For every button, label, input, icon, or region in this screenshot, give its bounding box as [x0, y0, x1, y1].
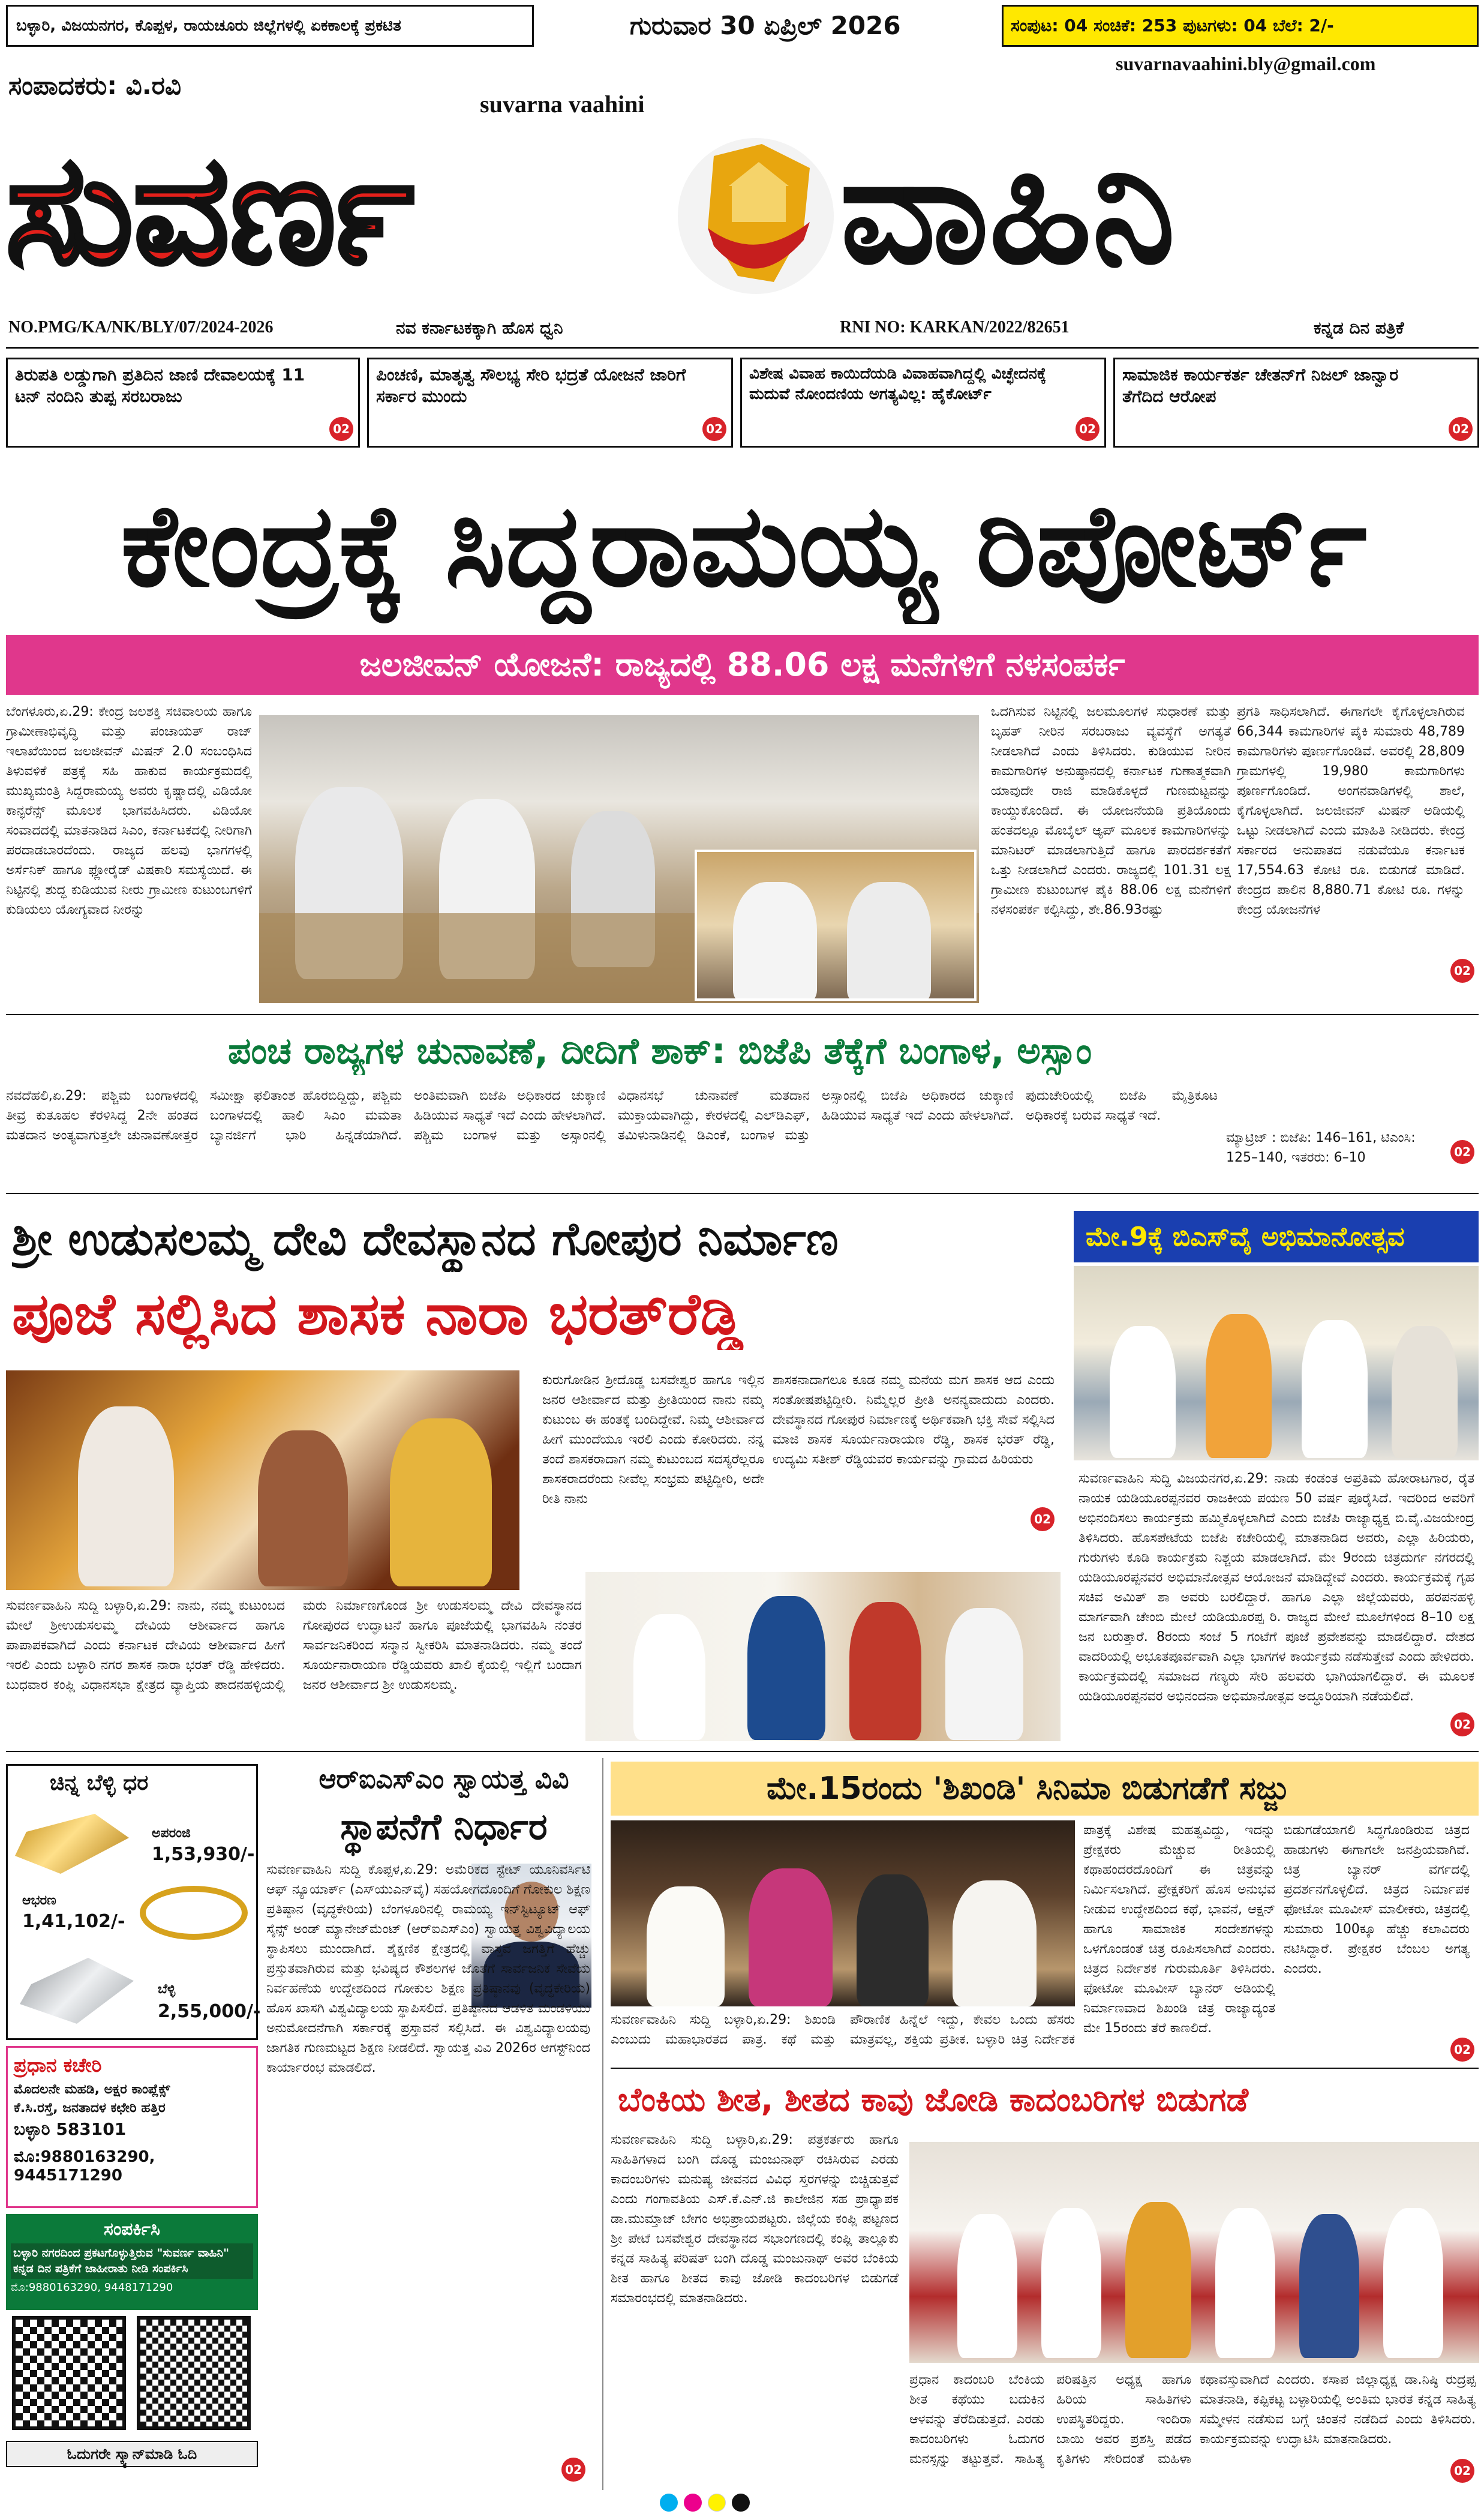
- teaser-1-page: 02: [329, 417, 353, 441]
- teaser-4-page: 02: [1449, 417, 1473, 441]
- qr-code-2[interactable]: [137, 2316, 251, 2430]
- gold-price-box: [6, 1764, 261, 2040]
- masthead-rule: [6, 347, 1479, 349]
- univ-headline-1: ಆರ್‌ಐಎಸ್‌ಎಂ ಸ್ವಾಯತ್ತ ವಿವಿ: [319, 1764, 569, 1795]
- teaser-1[interactable]: [6, 358, 360, 448]
- film-headline: ಮೇ.15ರಂದು 'ಶಿಖಂಡಿ' ಸಿನಿಮಾ ಬಿಡುಗಡೆಗೆ ಸಜ್ಜು: [767, 1770, 1289, 1807]
- books-headline: ಬೆಂಕಿಯ ಶೀತ, ಶೀತದ ಕಾವು ಜೋಡಿ ಕಾದಂಬರಿಗಳ ಬಿಡುಗಡೆ: [618, 2081, 1249, 2119]
- teaser-4[interactable]: [1113, 358, 1479, 448]
- univ-headline-2: ಸ್ಥಾಪನೆಗೆ ನಿರ್ಧಾರ: [340, 1806, 548, 1848]
- jewellery-icon: [140, 1886, 248, 1940]
- issue-info-box: [1002, 5, 1479, 47]
- books-col-3: ಕಥಾವಸ್ತುವಾಗಿದೆ ಎಂದರು. ಕಸಾಪ ಜಿಲ್ಲಾಧ್ಯಕ್ಷ ಡಾ.ನಿಷ್ಠಿ ರುದ್ರಪ್ಪ ಮಾತನಾಡಿ, ಕಪ್ಪಿಕಟ್ಟ ಬಳ್ಳಾರಿಯಲ್ಲಿ ಅಂತಿಮ ಭಾರತ ಕನ್ನಡ ಸಾಹಿತ್ಯ ಸಮ್ಮೇಳನ ನಡೆಸುವ ಬಗ್ಗೆ ಚಿಂತನೆ ನಡೆದಿದೆ ಎಂದು ತಿಳಿಸಿದರು. ಕಾರ್ಯಕ್ರಮವನ್ನು ಉದ್ಘಾಟಿಸಿ ಮಾತನಾಡಿದರು.: [1200, 2372, 1476, 2447]
- qr-code-1[interactable]: [12, 2316, 126, 2430]
- lead-page-tag: 02: [1450, 959, 1474, 983]
- gold-bars-icon: [15, 1814, 129, 1874]
- gold-price-title: ಚಿನ್ನ ಬೆಳ್ಳಿ ಧರ: [50, 1771, 149, 1795]
- contact-phone: ಮೊ:9880163290, 9448171290: [11, 2281, 173, 2294]
- issue-info: ಸಂಪುಟ: 04 ಸಂಚಿಕೆ: 253 ಪುಟಗಳು: 04 ಬೆಲೆ: 2/-: [1011, 16, 1334, 35]
- lead-subhead: ಜಲಜೀವನ್ ಯೋಜನೆ: ರಾಜ್ಯದಲ್ಲಿ 88.06 ಲಕ್ಷ ಮನೆಗಳಿಗೆ ನಳಸಂಪರ್ಕ: [359, 646, 1125, 683]
- rni-no: RNI NO: KARKAN/2022/82651: [840, 318, 1070, 337]
- office-line-1: ಮೊದಲನೇ ಮಹಡಿ, ಅಕ್ಷರ ಕಾಂಪ್ಲೆಕ್ಸ್: [14, 2082, 170, 2097]
- lead-photo-inset: [695, 850, 977, 1001]
- temple-photo-felicitation: [585, 1572, 1061, 1741]
- masthead-left: ಸುವರ್ಣ: [6, 122, 414, 297]
- temple-lower-text: ಸುವರ್ಣವಾಹಿನಿ ಸುದ್ದಿ ಬಳ್ಳಾರಿ,ಏ.29: ನಾನು, ನಮ್ಮ ಕುಟುಂಬದ ಮೇಲೆ ಶ್ರೀಉಡುಸಲಮ್ಮ ದೇವಿಯ ಆಶೀರ್ವಾದ ಹಾಗೂ ಪಾಪಾಪಕವಾಗಿದೆ ಎಂದು ಕರ್ನಾಟಕ ದೇವಿಯ ಆಶೀರ್ವಾದ ಹೀಗೆ ಇರಲಿ ಎಂದು ಬಳ್ಳಾರಿ ನಗರ ಶಾಸಕ ನಾರಾ ಭರತ್ ರೆಡ್ಡಿ ಹೇಳಿದರು. ಬುಧವಾರ ಕಂಪ್ಲಿ ವಿಧಾನಸಭಾ ಕ್ಷೇತ್ರದ ವ್ಯಾಪ್ತಿಯ ಪಾದನಹಳ್ಳಿಯಲ್ಲಿ ಮರು ನಿರ್ಮಾಣಗೊಂಡ ಶ್ರೀ ಉಡುಸಲಮ್ಮ ದೇವಿ ದೇವಸ್ಥಾನದ ಗೋಪುರದ ಉದ್ಘಾಟನೆ ಹಾಗೂ ಪೂಜೆಯಲ್ಲಿ ಭಾಗವಹಿಸಿ ನಂತರ ಸಾರ್ವಜನಿಕರಿಂದ ಸನ್ಮಾನ ಸ್ವೀಕರಿಸಿ ಮಾತನಾಡಿದರು. ನಮ್ಮ ತಂದೆ ಸೂರ್ಯನಾರಾಯಣ ರೆಡ್ಡಿಯವರು ಖಾಲಿ ಕೈಯಲ್ಲಿ ಇಲ್ಲಿಗೆ ಬಂದಾಗ ಜನರ ಆಶೀರ್ವಾದ ಶ್ರೀ ಉಡುಸಲಮ್ಮ.: [6, 1598, 582, 1693]
- paper-type: ಕನ್ನಡ ದಿನ ಪತ್ರಿಕೆ: [1314, 318, 1404, 338]
- office-box: [6, 2046, 258, 2208]
- election-headline: ಪಂಚ ರಾಜ್ಯಗಳ ಚುನಾವಣೆ, ದೀದಿಗೆ ಶಾಕ್: ಬಿಜೆಪಿ ತೆಕ್ಕೆಗೆ ಬಂಗಾಳ, ಅಸ್ಸಾಂ: [228, 1030, 1092, 1072]
- film-col-1: ಪಾತ್ರಕ್ಕೆ ವಿಶೇಷ ಮಹತ್ವವಿದ್ದು, ಇದನ್ನು ಪ್ರೇಕ್ಷಕರು ಮೆಚ್ಚುವ ರೀತಿಯಲ್ಲಿ ಕಥಾಹಂದರದೊಂದಿಗೆ ಈ ಚಿತ್ರವನ್ನು ನಿರ್ಮಿಸಲಾಗಿದೆ. ಪ್ರೇಕ್ಷಕರಿಗೆ ಹೊಸ ಅನುಭವ ನೀಡುವ ಉದ್ದೇಶದಿಂದ ಕಥೆ, ಭಾವನೆ, ಆಕ್ಷನ್ ಹಾಗೂ ಸಾಮಾಜಿಕ ಸಂದೇಶಗಳನ್ನು ಒಳಗೊಂಡಂತೆ ಚಿತ್ರ ರೂಪಿಸಲಾಗಿದೆ ಎಂದರು. ಚಿತ್ರದ ನಿರ್ದೇಶಕ ಗುರುಮೂರ್ತಿ ತಿಳಿಸಿದರು. ಫೋಟೋ ಮೂವೀಸ್ ಬ್ಯಾನರ್ ಅಡಿಯಲ್ಲಿ ನಿರ್ಮಾಣವಾದ ಶಿಖಂಡಿ ಚಿತ್ರ ರಾಜ್ಯಾದ್ಯಂತ ಮೇ 15ರಂದು ತೆರೆ ಕಾಣಲಿದೆ.: [1083, 1823, 1275, 2036]
- teaser-3-text: ವಿಶೇಷ ವಿವಾಹ ಕಾಯಿದೆಯಡಿ ವಿವಾಹವಾಗಿದ್ದಲ್ಲಿ ವಿಚ್ಛೇದನಕ್ಕೆ ಮದುವೆ ನೋಂದಣಿಯ ಅಗತ್ಯವಿಲ್ಲ: ಹೈಕೋರ್ಟ್: [749, 365, 1047, 403]
- books-page-tag: 02: [1450, 2459, 1474, 2483]
- gold-label: ಅಪರಂಜಿ: [152, 1826, 191, 1841]
- silver-bar-icon: [20, 1958, 134, 2024]
- teaser-1-text: ತಿರುಪತಿ ಲಡ್ಡುಗಾಗಿ ಪ್ರತಿದಿನ ಜಾಣಿ ದೇವಾಲಯಕ್ಕೆ 11 ಟನ್ ನಂದಿನಿ ತುಪ್ಪ ಸರಬರಾಜು: [15, 365, 305, 407]
- gold-value: 1,53,930/-: [152, 1844, 255, 1865]
- bsy-headline: ಮೇ.9ಕ್ಕೆ ಬಿಎಸ್‌ವೈ ಅಭಿಮಾನೋತ್ಸವ: [1086, 1221, 1405, 1252]
- reg-mark-cyan: [660, 2494, 678, 2512]
- univ-body: ಸುವರ್ಣವಾಹಿನಿ ಸುದ್ದಿ ಕೊಪ್ಪಳ,ಏ.29: ಅಮೆರಿಕದ ಸ್ಟೇಟ್ ಯೂನಿವರ್ಸಿಟಿ ಆಫ್ ನ್ಯೂಯಾರ್ಕ್ (ಎಸ್‌ಯುಎನ್‌ವೈ) ಸಹಯೋಗದೊಂದಿಗೆ ಗೋಕುಲ ಶಿಕ್ಷಣ ಪ್ರತಿಷ್ಠಾನ (ವೃದ್ಧಕೇರಿಯ) ಬೆಂಗಳೂರಿನಲ್ಲಿ ರಾಮಯ್ಯ ಇನ್‌ಸ್ಟಿಟ್ಯೂಟ್ ಆಫ್ ಸೈನ್ಸ್ ಅಂಡ್ ಮ್ಯಾನೇಜ್‌ಮೆಂಟ್ (ಆರ್‌ಐಎಸ್‌ಎಂ) ಸ್ವಾಯತ್ತ ವಿಶ್ವವಿದ್ಯಾಲಯ ಸ್ಥಾಪಿಸಲು ಮುಂದಾಗಿದೆ. ಶೈಕ್ಷಣಿಕ ಕ್ಷೇತ್ರದಲ್ಲಿ ವಾಸ್ತವ ಜಗತ್ತಿಗೆ ಹೆಚ್ಚು ಪ್ರಸ್ತುತವಾಗಿರುವ ಮತ್ತು ಭವಿಷ್ಯದ ಕೌಶಲಗಳ ಜೊತೆಗೆ ಸಾರ್ವಜನಿಕ ಸೇವೆಯ ನಿರ್ವಹಣೆಯ ಉದ್ದೇಶದಿಂದ ಗೋಕುಲ ಶಿಕ್ಷಣ ಪ್ರತಿಷ್ಠಾನವು (ವೃದ್ಧಕೇರಿಯ) ಹೊಸ ಖಾಸಗಿ ವಿಶ್ವವಿದ್ಯಾಲಯ ಸ್ಥಾಪಿಸಲಿದೆ. ಪ್ರತಿಷ್ಠಾನದ ಆಡಳಿತ ಮಂಡಳಿಯು ಅನುಮೋದನೆಗಾಗಿ ಸರ್ಕಾರಕ್ಕೆ ಪ್ರಸ್ತಾವನೆ ಸಲ್ಲಿಸಿದೆ. ಈ ವಿಶ್ವವಿದ್ಯಾಲಯವು ಜಾಗತಿಕ ಗುಣಮಟ್ಟದ ಶಿಕ್ಷಣ ನೀಡಲಿದೆ. ಸ್ವಾಯತ್ತ ವಿವಿ 2026ರ ಆಗಸ್ಟ್‌ನಿಂದ ಕಾರ್ಯಾರಂಭ ಮಾಡಲಿದೆ.: [266, 1862, 590, 2075]
- karnataka-emblem: [672, 120, 840, 312]
- lead-col-2: ಒದಗಿಸುವ ನಿಟ್ಟಿನಲ್ಲಿ ಜಲಮೂಲಗಳ ಸುಧಾರಣೆ ಮತ್ತು ಬೃಹತ್ ನೀರಿನ ಸರಬರಾಜು ವ್ಯವಸ್ಥೆಗೆ ಅಗತ್ಯತೆ ನೀಡಲಾಗಿದೆ ಎಂದು ತಿಳಿಸಿದರು. ಕುಡಿಯುವ ನೀರಿನ ಕಾಮಗಾರಿಗಳ ಅನುಷ್ಠಾನದಲ್ಲಿ ಕರ್ನಾಟಕ ಗುಣಾತ್ಮಕವಾಗಿ ಯಾವುದೇ ರಾಜಿ ಮಾಡಿಕೊಳ್ಳದೆ ಗುಣಮಟ್ಟವನ್ನು ಕಾಯ್ದುಕೊಂಡಿದೆ. ಈ ಯೋಜನೆಯಡಿ ಪ್ರತಿಯೊಂದು ಹಂತದಲ್ಲೂ ಮೊಬೈಲ್ ಆ್ಯಪ್ ಮೂಲಕ ಕಾಮಗಾರಿಗಳನ್ನು ಮಾನಿಟರ್ ಮಾಡಲಾಗುತ್ತಿದೆ ಹಾಗೂ ಪಾರದರ್ಶಕತೆಗೆ ಒತ್ತು ನೀಡಲಾಗಿದೆ ಎಂದರು. ರಾಜ್ಯದಲ್ಲಿ 101.31 ಲಕ್ಷ ಗ್ರಾಮೀಣ ಕುಟುಂಬಗಳ ಪೈಕಿ 88.06 ಲಕ್ಷ ಮನೆಗಳಿಗೆ ನಳಸಂಪರ್ಕ ಕಲ್ಪಿಸಿದ್ದು, ಶೇ.86.93ರಷ್ಟು: [991, 704, 1231, 917]
- lead-col-1: ಬೆಂಗಳೂರು,ಏ.29: ಕೇಂದ್ರ ಜಲಶಕ್ತಿ ಸಚಿವಾಲಯ ಹಾಗೂ ಗ್ರಾಮೀಣಾಭಿವೃದ್ಧಿ ಮತ್ತು ಪಂಚಾಯತ್ ರಾಜ್ ಇಲಾಖೆಯಿಂದ ಜಲಜೀವನ್ ಮಿಷನ್ 2.0 ಸಂಬಂಧಿಸಿದ ತಿಳುವಳಿಕೆ ಪತ್ರಕ್ಕೆ ಸಹಿ ಹಾಕುವ ಕಾರ್ಯಕ್ರಮದಲ್ಲಿ ಮುಖ್ಯಮಂತ್ರಿ ಸಿದ್ದರಾಮಯ್ಯ ಅವರು ಕೃಷ್ಣಾದಲ್ಲಿ ವಿಡಿಯೋ ಕಾನ್ಫರೆನ್ಸ್ ಮೂಲಕ ಭಾಗವಹಿಸಿದರು. ವಿಡಿಯೋ ಸಂವಾದದಲ್ಲಿ ಮಾತನಾಡಿದ ಸಿಎಂ, ಕರ್ನಾಟಕದಲ್ಲಿ ನೀರಿಗಾಗಿ ಪರದಾಡಬಾರದೆಂದು. ರಾಜ್ಯದ ಹಲವು ಭಾಗಗಳಲ್ಲಿ ಅರ್ಸೆನಿಕ್ ಹಾಗೂ ಫ್ಲೋರೈಡ್ ವಿಷಕಾರಿ ಸಮಸ್ಯೆಯಿದೆ. ಈ ನಿಟ್ಟಿನಲ್ಲಿ ಶುದ್ಧ ಕುಡಿಯುವ ನೀರು ಗ್ರಾಮೀಣ ಕುಟುಂಬಗಳಿಗೆ ಕುಡಿಯಲು ಯೋಗ್ಯವಾದ ನೀರನ್ನು: [6, 704, 252, 917]
- film-lower: ಸುವರ್ಣವಾಹಿನಿ ಸುದ್ದಿ ಬಳ್ಳಾರಿ,ಏ.29: ಶಿಖಂಡಿ ಎಂಬುದು ಮಹಾಭಾರತದ ಪಾತ್ರ. ಕಥೆ ಮತ್ತು ಪೌರಾಣಿಕ ಹಿನ್ನೆಲೆ ಇದ್ದು, ಕೇವಲ ಒಂದು ಹೆಸರು ಮಾತ್ರವಲ್ಲ, ಶಕ್ತಿಯ ಪ್ರತೀಕ. ಬಳ್ಳಾರಿ ಚಿತ್ರ ನಿರ್ದೇಶಕ: [611, 2012, 1075, 2047]
- editor-name: ಸಂಪಾದಕರು: ವಿ.ರವಿ: [8, 71, 182, 100]
- edition-line: ಬಳ್ಳಾರಿ, ವಿಜಯನಗರ, ಕೊಪ್ಪಳ, ರಾಯಚೂರು ಜಿಲ್ಲೆಗಳಲ್ಲಿ ಏಕಕಾಲಕ್ಕೆ ಪ್ರಕಟಿತ: [16, 16, 401, 35]
- univ-page-tag: 02: [561, 2458, 585, 2482]
- issue-date: ಗುರುವಾರ 30 ಏಪ್ರಿಲ್ 2026: [630, 11, 901, 40]
- teaser-2-text: ಪಿಂಚಣಿ, ಮಾತೃತ್ವ ಸೌಲಭ್ಯ ಸೇರಿ ಭದ್ರತೆ ಯೋಜನೆ ಜಾರಿಗೆ ಸರ್ಕಾರ ಮುಂದು: [376, 365, 686, 407]
- temple-col-2: ಶಾಸಕನಾದಾಗಲೂ ಕೂಡ ನಮ್ಮ ಮನೆಯ ಮಗ ಶಾಸಕ ಆದ ಎಂದು ಸಂತೋಷಪಟ್ಟಿದ್ದೀರಿ. ನಿಮ್ಮೆಲ್ಲರ ಪ್ರೀತಿ ಅನನ್ಯವಾದುದು ಎಂದರು. ದೇವಸ್ಥಾನದ ಗೋಪುರ ನಿರ್ಮಾಣಕ್ಕೆ ಅರ್ಥಿಕವಾಗಿ ಭಕ್ತಿ ಸೇವೆ ಸಲ್ಲಿಸಿದ ಮಾಜಿ ಶಾಸಕ ಸೂರ್ಯನಾರಾಯಣ ರೆಡ್ಡಿ, ಶಾಸಕ ಭರತ್ ರೆಡ್ಡಿ, ಉದ್ಯಮಿ ಸತೀಶ್ ರೆಡ್ಡಿಯವರ ಕಾರ್ಯವನ್ನು ಗ್ರಾಮದ ಹಿರಿಯರು: [773, 1373, 1055, 1467]
- election-stats: ಮ್ಯಾಟ್ರಿಜ್ : ಬಿಜೆಪಿ: 146–161, ಟಿಎಂಸಿ: 125–140, ಇತರರು: 6–10: [1226, 1130, 1416, 1165]
- contact-box: [6, 2214, 258, 2310]
- office-title: ಪ್ರಧಾನ ಕಚೇರಿ: [14, 2054, 102, 2077]
- temple-col-1: ಕುರುಗೋಡಿನ ಶ್ರೀದೊಡ್ಡ ಬಸವೇಶ್ವರ ಹಾಗೂ ಇಲ್ಲಿನ ಜನರ ಆಶೀರ್ವಾದ ಮತ್ತು ಪ್ರೀತಿಯಿಂದ ನಾನು ನಮ್ಮ ಕುಟುಂಬ ಈ ಹಂತಕ್ಕೆ ಬಂದಿದ್ದೇವೆ. ನಿಮ್ಮ ಆಶೀರ್ವಾದ ಹೀಗೆ ಮುಂದೆಯೂ ಇರಲಿ ಎಂದು ಕೋರಿದರು. ನನ್ನ ತಂದೆ ಶಾಸಕರಾದಾಗ ನಮ್ಮ ಕುಟುಂಬದ ಸದಸ್ಯರೆಲ್ಲರೂ ಶಾಸಕರಾದರೆಂದು ನೀವೆಲ್ಲ ಸಂಭ್ರಮ ಪಟ್ಟಿದ್ದೀರಿ, ಅದೇ ರೀತಿ ನಾನು: [542, 1373, 764, 1507]
- reg-mark-magenta: [684, 2494, 702, 2512]
- film-col-2: ಬಿಡುಗಡೆಯಾಗಲಿ ಸಿದ್ಧಗೊಂಡಿರುವ ಚಿತ್ರದ ಹಾಡುಗಳು ಈಗಾಗಲೇ ಜನಪ್ರಿಯವಾಗಿವೆ. ಚಿತ್ರ ಬ್ಯಾನರ್ ವರ್ಗದಲ್ಲಿ ಪ್ರದರ್ಶನಗೊಳ್ಳಲಿದೆ. ಚಿತ್ರದ ನಿರ್ಮಾಪಕ ಫೋಟೋ ಮೂವೀಸ್ ಮಾಲೀಕರು, ಚಿತ್ರದಲ್ಲಿ ಸುಮಾರು 100ಕ್ಕೂ ಹೆಚ್ಚು ಕಲಾವಿದರು ನಟಿಸಿದ್ದಾರೆ. ಪ್ರೇಕ್ಷಕರ ಬೆಂಬಲ ಅಗತ್ಯ ಎಂದರು.: [1284, 1823, 1470, 1976]
- teaser-3[interactable]: [740, 358, 1106, 448]
- office-line-2: ಕೆ.ಸಿ.ರಸ್ತೆ, ಜನತಾದಳ ಕಛೇರಿ ಹತ್ತಿರ: [14, 2101, 166, 2116]
- teaser-3-page: 02: [1076, 417, 1100, 441]
- reg-mark-black: [732, 2494, 750, 2512]
- tagline: ನವ ಕರ್ನಾಟಕಕ್ಕಾಗಿ ಹೊಸ ಧ್ವನಿ: [396, 318, 563, 338]
- office-phone: ಮೊ:9880163290, 9445171290: [14, 2148, 155, 2185]
- lead-rule: [6, 1014, 1479, 1015]
- contact-body: ಬಳ್ಳಾರಿ ನಗರದಿಂದ ಪ್ರಕಟಗೊಳ್ಳುತ್ತಿರುವ "ಸುವರ್ಣ ವಾಹಿನಿ" ಕನ್ನಡ ದಿನ ಪತ್ರಿಕೆಗೆ ಜಾಹೀರಾತು ನೀಡಿ ಸಂಪರ್ಕಿಸಿ: [11, 2243, 253, 2279]
- temple-page-tag: 02: [1031, 1507, 1055, 1531]
- bsy-headline-band: [1074, 1211, 1479, 1262]
- temple-rule: [6, 1751, 1479, 1752]
- lead-col-3: ಪ್ರಗತಿ ಸಾಧಿಸಲಾಗಿದೆ. ಈಗಾಗಲೇ ಕೈಗೊಳ್ಳಲಾಗಿರುವ 66,344 ಕಾಮಗಾರಿಗಳ ಪೈಕಿ ಸುಮಾರು 48,789 ಕಾಮಗಾರಿಗಳು ಪೂರ್ಣಗೊಂಡಿವೆ. ಅವರಲ್ಲಿ 28,809 ಗ್ರಾಮಗಳಲ್ಲಿ 19,980 ಕಾಮಗಾರಿಗಳು ಪೂರ್ಣಗೊಂಡಿದೆ. ಅಂಗನವಾಡಿಗಳಲ್ಲಿ ಶಾಲೆ, ಕೈಗೊಳ್ಳಲಾಗಿದೆ. ಜಲಜೀವನ್ ಮಿಷನ್ ಅಡಿಯಲ್ಲಿ ಒಟ್ಟು ನೀಡಲಾಗಿದೆ ಎಂದು ಮಾಹಿತಿ ನೀಡಿದರು. ಕೇಂದ್ರ ಸರ್ಕಾರದ ಅನುಪಾತದ ನಡುವೆಯೂ ಕರ್ನಾಟಕ 17,554.63 ಕೋಟಿ ರೂ. ಬಿಡುಗಡೆ ಮಾಡಿದೆ. ಕೇಂದ್ರದ ಪಾಲಿನ 8,880.71 ಕೋಟಿ ರೂ. ಗಳನ್ನು ಕೇಂದ್ರ ಯೋಜನೆಗಳ: [1237, 704, 1465, 917]
- election-page-tag: 02: [1450, 1140, 1474, 1164]
- bsy-body: ಸುವರ್ಣವಾಹಿನಿ ಸುದ್ದಿ ವಿಜಯನಗರ,ಏ.29: ನಾಡು ಕಂಡಂತ ಅಪ್ರತಿಮ ಹೋರಾಟಗಾರ, ರೈತ ನಾಯಕ ಯಡಿಯೂರಪ್ಪನವರ ರಾಜಕೀಯ ಪಯಣ 50 ವರ್ಷ ಪೂರೈಸಿದೆ. ಇದರಿಂದ ಅವರಿಗೆ ಅಭಿನಂದಿಸಲು ಕಾರ್ಯಕ್ರಮ ಹಮ್ಮಿಕೊಳ್ಳಲಾಗಿದೆ ಎಂದು ಬಿಜೆಪಿ ರಾಜ್ಯಾಧ್ಯಕ್ಷ ಬಿ.ವೈ.ವಿಜಯೇಂದ್ರ ತಿಳಿಸಿದರು. ಹೊಸಪೇಟೆಯ ಬಿಜೆಪಿ ಕಚೇರಿಯಲ್ಲಿ ಮಾತನಾಡಿದ ಅವರು, ಎಲ್ಲಾ ಹಿರಿಯರು, ಗುರುಗಳು ಕೂಡಿ ಕಾರ್ಯಕ್ರಮ ನಿಶ್ಚಯ ಮಾಡಲಾಗಿದೆ. ಮೇ 9ರಂದು ಚಿತ್ರದುರ್ಗ ನಗರದಲ್ಲಿ ಯಡಿಯೂರಪ್ಪನವರ ಅಭಿಮಾನೋತ್ಸವ ಆಯೋಜನೆ ಮಾಡಿದ್ದೇವೆ ಎಂದರು. ಕಾರ್ಯಕ್ರಮಕ್ಕೆ ಗೃಹ ಸಚಿವ ಅಮಿತ್ ಶಾ ಅವರು ಬರಲಿದ್ದಾರೆ. ಹಾಗೂ ಎಲ್ಲಾ ಜಿಲ್ಲೆಯವರು, ಹರಪನಹಳ್ಳಿ ಮಾರ್ಗವಾಗಿ ಚೇಂಬಿ ಮೇಲೆ ಯಡಿಯೂರಪ್ಪ ರಿ. ರಾಜ್ಯದ ಮೇಲೆ ಮೂಲೆಗಳಿಂದ 8–10 ಲಕ್ಷ ಜನ ಬರುತ್ತಾರೆ. 8ರಂದು ಸಂಜೆ 5 ಗಂಟೆಗೆ ಪೂಜೆ ಪ್ರವೇಶವನ್ನು ಮಾಡಲಿದ್ದಾರೆ. ದೇಶದ ವಾದರಿಯಲ್ಲಿ ಅಭೂತಪೂರ್ವವಾಗಿ ಎಲ್ಲಾ ಭಾಗಗಳ ಕಾರ್ಯಕ್ರಮ ನಡೆಸುತ್ತೇವೆ ಎಂದು ಹೇಳಿದರು. ಕಾರ್ಯಕ್ರಮದಲ್ಲಿ ಸಮಾಜದ ಗಣ್ಯರು ಸೇರಿ ಹಲವರು ಭಾಗಿಯಾಗಲಿದ್ದಾರೆ. ಈ ಮೂಲಕ ಯಡಿಯೂರಪ್ಪನವರ ಅಭಿನಂದನಾ ಅಭಿಮಾನೋತ್ಸವ ಅದ್ಧೂರಿಯಾಗಿ ನಡೆಯಲಿದೆ.: [1079, 1471, 1474, 1704]
- qr-caption: ಓದುಗರೇ ಸ್ಕ್ಯಾನ್‌ಮಾಡಿ ಓದಿ: [6, 2441, 258, 2467]
- teaser-4-text: ಸಾಮಾಜಿಕ ಕಾರ್ಯಕರ್ತ ಚೇತನ್‌ಗೆ ನಿಜಲ್ ಜಾನ್ವಾರ ತೆಗೆದಿದ ಆರೋಪ: [1122, 365, 1399, 407]
- film-photo: [611, 1820, 1075, 2006]
- qr-codes[interactable]: [6, 2316, 258, 2472]
- bsy-photo: [1074, 1266, 1479, 1460]
- silver-label: ಬೆಳ್ಳಿ: [158, 1982, 176, 1997]
- sidebar-divider: [602, 1758, 603, 2490]
- election-body: ನವದೆಹಲಿ,ಏ.29: ಪಶ್ಚಿಮ ಬಂಗಾಳದಲ್ಲಿ ತೀವ್ರ ಕುತೂಹಲ ಕೆರಳಿಸಿದ್ದ 2ನೇ ಹಂತದ ಮತದಾನ ಅಂತ್ಯವಾಗುತ್ತಲೇ ಚುನಾವಣೋತ್ತರ ಸಮೀಕ್ಷಾ ಫಲಿತಾಂಶ ಹೊರಬಿದ್ದಿದ್ದು, ಪಶ್ಚಿಮ ಬಂಗಾಳದಲ್ಲಿ ಹಾಲಿ ಸಿಎಂ ಮಮತಾ ಬ್ಯಾನರ್ಜಿಗೆ ಭಾರಿ ಹಿನ್ನಡೆಯಾಗಿದೆ. ಅಂತಿಮವಾಗಿ ಬಿಜೆಪಿ ಅಧಿಕಾರದ ಚುಕ್ಕಾಣಿ ಹಿಡಿಯುವ ಸಾಧ್ಯತೆ ಇದೆ ಎಂದು ಹೇಳಲಾಗಿದೆ. ಪಶ್ಚಿಮ ಬಂಗಾಳ ಮತ್ತು ಅಸ್ಸಾಂನಲ್ಲಿ ವಿಧಾನಸಭೆ ಚುನಾವಣೆ ಮತದಾನ ಮುಕ್ತಾಯವಾಗಿದ್ದು, ಕೇರಳದಲ್ಲಿ ಎಲ್‌ಡಿಎಫ್, ತಮಿಳುನಾಡಿನಲ್ಲಿ ಡಿಎಂಕೆ, ಬಂಗಾಳ ಮತ್ತು ಅಸ್ಸಾಂನಲ್ಲಿ ಬಿಜೆಪಿ ಅಧಿಕಾರದ ಚುಕ್ಕಾಣಿ ಹಿಡಿಯುವ ಸಾಧ್ಯತೆ ಇದೆ ಎಂದು ಹೇಳಲಾಗಿದೆ. ಪುದುಚೇರಿಯಲ್ಲಿ ಬಿಜೆಪಿ ಮೈತ್ರಿಕೂಟ ಅಧಿಕಾರಕ್ಕೆ ಬರುವ ಸಾಧ್ಯತೆ ಇದೆ.: [6, 1088, 1218, 1143]
- books-col-1: ಸುವರ್ಣವಾಹಿನಿ ಸುದ್ದಿ ಬಳ್ಳಾರಿ,ಏ.29: ಪತ್ರಕರ್ತರು ಹಾಗೂ ಸಾಹಿತಿಗಳಾದ ಬಂಗಿ ದೊಡ್ಡ ಮಂಜುನಾಥ್ ರಚಿಸಿರುವ ಎರಡು ಕಾದಂಬರಿಗಳು ಮನುಷ್ಯ ಜೀವನದ ವಿವಿಧ ಸ್ತರಗಳನ್ನು ಬಿಚ್ಚಿಡುತ್ತವೆ ಎಂದು ಗಂಗಾವತಿಯ ಎಸ್.ಕೆ.ಎನ್.ಜಿ ಕಾಲೇಜಿನ ಸಹ ಪ್ರಾಧ್ಯಾಪಕ ಡಾ.ಮುಮ್ತಾಜ್ ಬೇಗಂ ಅಭಿಪ್ರಾಯಪಟ್ಟರು. ಜಿಲ್ಲೆಯ ಕಂಪ್ಲಿ ಪಟ್ಟಣದ ಶ್ರೀ ಪೇಟೆ ಬಸವೇಶ್ವರ ದೇವಸ್ಥಾನದ ಸಭಾಂಗಣದಲ್ಲಿ ಕಂಪ್ಲಿ ತಾಲ್ಲೂಕು ಕನ್ನಡ ಸಾಹಿತ್ಯ ಪರಿಷತ್ ಬಂಗಿ ದೊಡ್ಡ ಮಂಜುನಾಥ್ ಅವರ ಬೆಂಕಿಯ ಶೀತ ಹಾಗೂ ಶೀತದ ಕಾವು ಜೋಡಿ ಕಾದಂಬರಿಗಳ ಬಿಡುಗಡೆ ಸಮಾರಂಭದಲ್ಲಿ ಮಾತನಾಡಿದರು.: [611, 2132, 899, 2306]
- temple-photo-puja: [6, 1370, 519, 1590]
- temple-headline: ಪೂಜೆ ಸಲ್ಲಿಸಿದ ಶಾಸಕ ನಾರಾ ಭರತ್‌ರೆಡ್ಡಿ: [12, 1280, 743, 1348]
- books-photo: [909, 2142, 1479, 2363]
- teaser-2-page: 02: [702, 417, 726, 441]
- masthead-right: ವಾಹಿನಿ: [840, 122, 1176, 297]
- reg-mark-yellow: [708, 2494, 726, 2512]
- teaser-2[interactable]: [367, 358, 733, 448]
- books-col-2: ಪ್ರಧಾನ ಕಾದಂಬರಿ ಬೆಂಕಿಯ ಶೀತ ಕಥೆಯು ಬದುಕಿನ ಆಳವನ್ನು ತೆರೆದಿಡುತ್ತದೆ. ಎರಡು ಕಾದಂಬರಿಗಳು ಓದುಗರ ಮನಸ್ಸನ್ನು ತಟ್ಟುತ್ತವೆ. ಸಾಹಿತ್ಯ ಪರಿಷತ್ತಿನ ಅಧ್ಯಕ್ಷ ಹಾಗೂ ಹಿರಿಯ ಸಾಹಿತಿಗಳು ಉಪಸ್ಥಿತರಿದ್ದರು. ಇಂದಿರಾ ಬಾಯಿ ಅವರ ಪ್ರಶಸ್ತಿ ಪಡೆದ ಕೃತಿಗಳು ಸೇರಿದಂತೆ ಮಹಿಳಾ: [909, 2372, 1191, 2467]
- edition-line-box: [6, 5, 534, 47]
- bsy-page-tag: 02: [1450, 1712, 1474, 1736]
- reg-no: NO.PMG/KA/NK/BLY/07/2024-2026: [8, 318, 274, 337]
- silver-value: 2,55,000/-: [158, 2001, 261, 2022]
- brand-latin: suvarna vaahini: [480, 91, 645, 118]
- temple-kicker: ಶ್ರೀ ಉಡುಸಲಮ್ಮ ದೇವಿ ದೇವಸ್ಥಾನದ ಗೋಪುರ ನಿರ್ಮಾಣ: [12, 1212, 839, 1265]
- jewel-value: 1,41,102/-: [22, 1911, 125, 1932]
- film-headline-band: [611, 1762, 1479, 1816]
- office-line-3: ಬಳ್ಳಾರಿ 583101: [14, 2119, 127, 2139]
- election-rule: [6, 1193, 1479, 1194]
- film-rule: [611, 2068, 1479, 2069]
- lead-headline: ಕೇಂದ್ರಕ್ಕೆ ಸಿದ್ದರಾಮಯ್ಯ ರಿಪೋರ್ಟ್: [121, 479, 1367, 612]
- email: suvarnavaahini.bly@gmail.com: [1116, 53, 1376, 74]
- contact-title: ಸಂಪರ್ಕಿಸಿ: [104, 2219, 160, 2240]
- film-page-tag: 02: [1450, 2038, 1474, 2062]
- lead-subhead-band: [6, 635, 1479, 695]
- jewel-label: ಆಭರಣ: [22, 1893, 56, 1908]
